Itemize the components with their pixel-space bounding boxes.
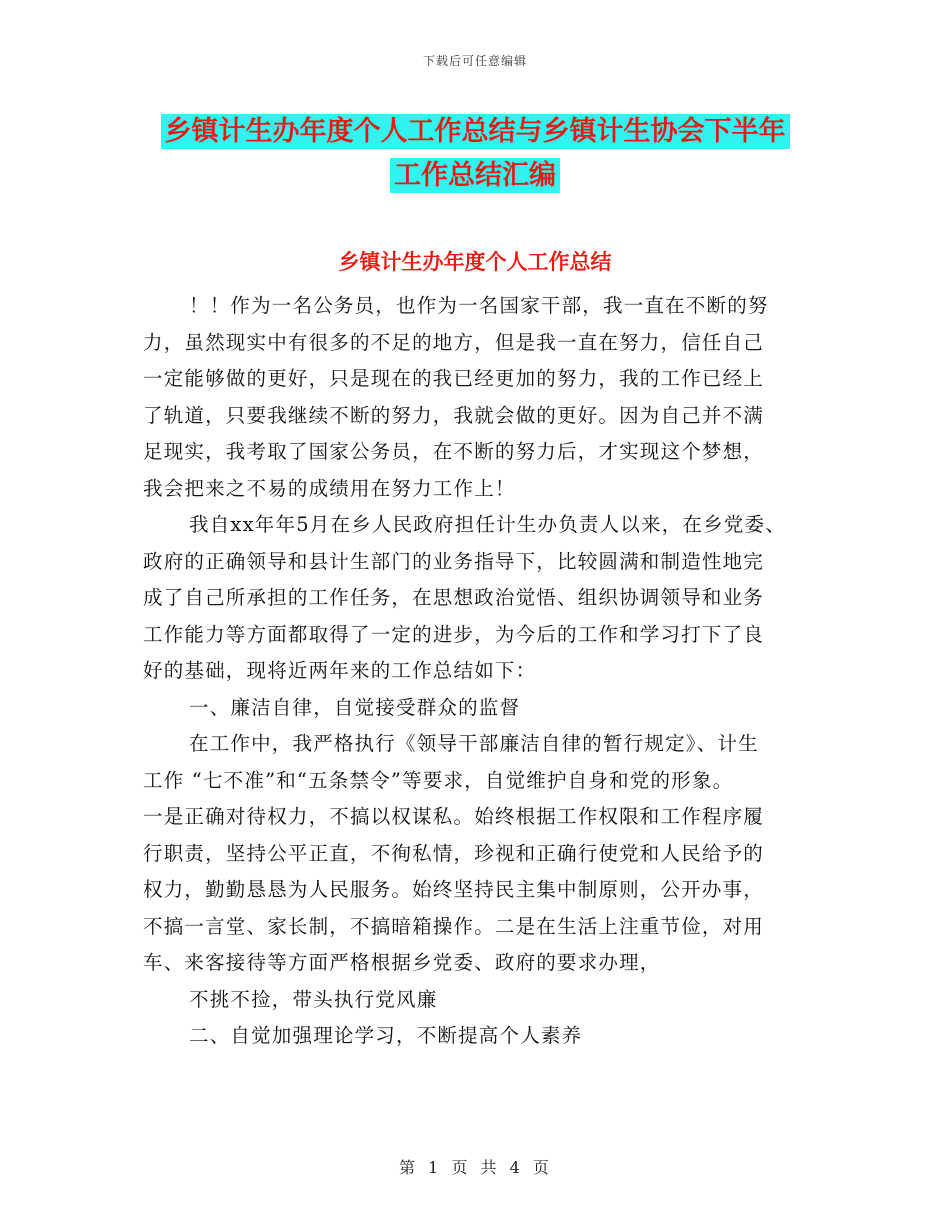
paragraph-line: 在工作中，我严格执行《领导干部廉洁自律的暂行规定》、计生	[189, 732, 759, 755]
document-title	[0, 110, 950, 198]
paragraph-line: 工作能力等方面都取得了一定的进步，为今后的工作和学习打下了良	[143, 622, 765, 646]
paragraph-line: 好的基础，现将近两年来的工作总结如下：	[143, 659, 537, 682]
title-line-1: 乡镇计生办年度个人工作总结与乡镇计生协会下半年	[161, 114, 790, 149]
page-footer: 第 1 页 共 4 页	[399, 1158, 551, 1177]
paragraph-line: 行职责，坚持公平正直，不徇私情，珍视和正确行使党和人民给予的	[143, 841, 765, 865]
paragraph-line: 了轨道，只要我继续不断的努力，我就会做的更好。因为自己并不满	[143, 403, 765, 427]
paragraph-line: 车、来客接待等方面严格根据乡党委、政府的要求办理，	[143, 951, 661, 974]
body-text	[143, 288, 823, 1055]
paragraph-line: 我会把来之不易的成绩用在努力工作上！	[143, 476, 516, 500]
title-line-2: 工作总结汇编	[390, 158, 560, 193]
paragraph-line: 工作 “七不准”和“五条禁令”等要求，自觉维护自身和党的形象。	[143, 768, 734, 792]
paragraph-line: 我自xx年年5月在乡人民政府担任计生办负责人以来，在乡党委、	[189, 513, 786, 536]
paragraph-line: 政府的正确领导和县计生部门的业务指导下，比较圆满和制造性地完	[143, 549, 765, 573]
paragraph-line: 不搞一言堂、家长制，不搞暗箱操作。二是在生活上注重节俭，对用	[143, 914, 765, 938]
section-title: 乡镇计生办年度个人工作总结	[338, 250, 612, 274]
paragraph-line: 不挑不捡，带头执行党风廉	[189, 987, 438, 1011]
paragraph-line: 力，虽然现实中有很多的不足的地方，但是我一直在努力，信任自己	[143, 330, 765, 354]
paragraph-line: 一定能够做的更好，只是现在的我已经更加的努力，我的工作已经上	[143, 367, 765, 390]
header-note: 下载后可任意编辑	[422, 54, 527, 68]
section-heading-2: 二、自觉加强理论学习，不断提高个人素养	[189, 1024, 583, 1047]
paragraph-line: 一是正确对待权力，不搞以权谋私。始终根据工作权限和工作程序履	[143, 805, 765, 828]
paragraph-line: 权力，勤勤恳恳为人民服务。始终坚持民主集中制原则，公开办事，	[143, 878, 765, 901]
paragraph-line: ！！作为一名公务员，也作为一名国家干部，我一直在不断的努	[189, 294, 769, 317]
paragraph-line: 足现实，我考取了国家公务员，在不断的努力后，才实现这个梦想，	[143, 440, 765, 463]
section-heading-1: 一、廉洁自律，自觉接受群众的监督	[189, 695, 521, 719]
paragraph-line: 成了自己所承担的工作任务，在思想政治觉悟、组织协调领导和业务	[143, 586, 765, 609]
